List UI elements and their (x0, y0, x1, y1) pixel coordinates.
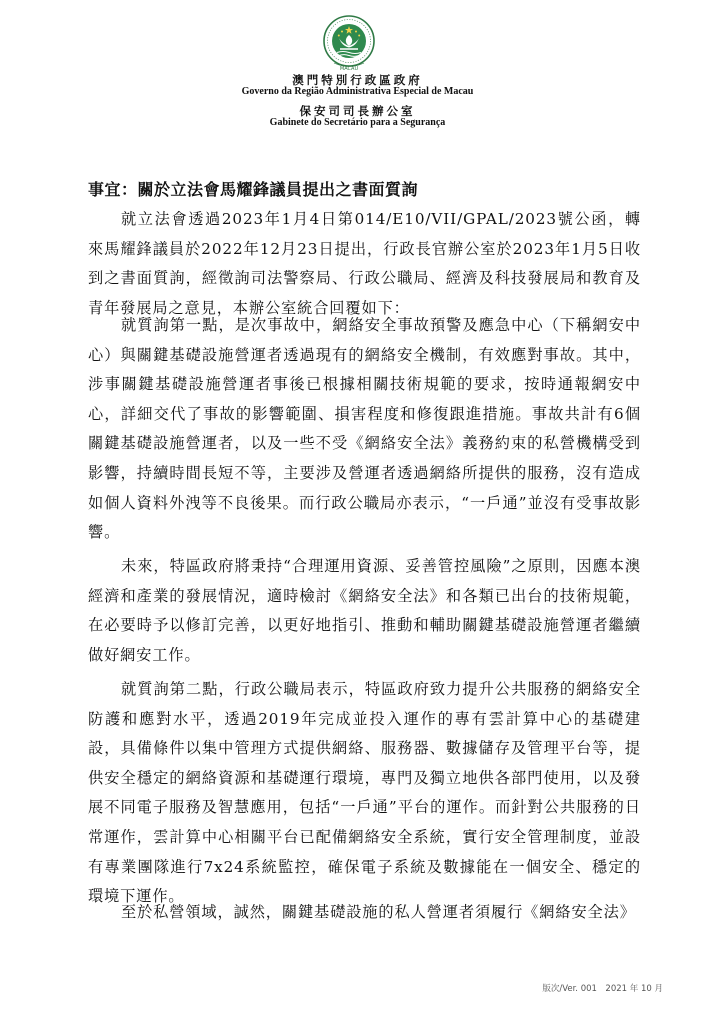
paragraph-private-sector: 至於私營領域，誠然，關鍵基礎設施的私人營運者須履行《網絡安全法》 (121, 903, 636, 921)
paragraph-future: 未來，特區政府將秉持“合理運用資源、妥善管控風險”之原則，因應本澳經濟和產業的發展情況，適時檢討《網絡安全法》和各類已出台的技術規範，在必要時予以修訂完善，以更好地指引、推動和輔助關鍵基礎設施營運者繼續做好網安工作。 (88, 557, 641, 664)
office-name-pt: Gabinete do Secretário para a Segurança (269, 117, 446, 128)
version-footer: 版次/Ver. 001 2021 年 10 月 (542, 984, 663, 994)
government-name-pt: Governo da Região Administrativa Especial de Macau (241, 86, 474, 97)
paragraph-intro: 就立法會透過2023年1月4日第014/E10/VII/GPAL/2023號公函，轉來馬耀鋒議員於2022年12月23日提出，行政長官辦公室於2023年1月5日收到之書面質詢，經徵詢司法警察局、行政公職局、經濟及科技發展局和教育及青年發展局之意見，本辦公室統合回覆如下： (88, 210, 641, 317)
office-name-zh: 保安司司長辦公室 (299, 104, 416, 118)
emblem-text: MACAU (339, 66, 359, 72)
paragraph-point-two: 就質詢第二點，行政公職局表示，特區政府致力提升公共服務的網絡安全防護和應對水平，透過2019年完成並投入運作的專有雲計算中心的基礎建設，具備條件以集中管理方式提供網絡、服務器、數據儲存及管理平台等，提供安全穩定的網絡資源和基礎運行環境，專門及獨立地供各部門使用，以及發展不同電子服務及智慧應用，包括“一戶通”平台的運作。而針對公共服務的日常運作，雲計算中心相關平台已配備網絡安全系統，實行安全管理制度，並設有專業團隊進行7x24系統監控，確保電子系統及數據能在一個安全、穩定的環境下運作。 (88, 680, 641, 906)
macau-regional-emblem-icon (322, 14, 376, 72)
government-name-zh: 澳門特別行政區政府 (292, 73, 423, 87)
subject-line: 事宜：關於立法會馬耀鋒議員提出之書面質詢 (88, 180, 419, 199)
paragraph-point-one: 就質詢第一點，是次事故中，網絡安全事故預警及應急中心（下稱網安中心）與關鍵基礎設施營運者透過現有的網絡安全機制，有效應對事故。其中，涉事關鍵基礎設施營運者事後已根據相關技術規範的要求，按時通報網安中心，詳細交代了事故的影響範圍、損害程度和修復跟進措施。事故共計有6個關鍵基礎設施營運者，以及一些不受《網絡安全法》義務約束的私營機構受到影響，持續時間長短不等，主要涉及營運者透過網絡所提供的服務，沒有造成如個人資料外洩等不良後果。而行政公職局亦表示，“一戶通”並沒有受事故影響。 (88, 316, 641, 542)
